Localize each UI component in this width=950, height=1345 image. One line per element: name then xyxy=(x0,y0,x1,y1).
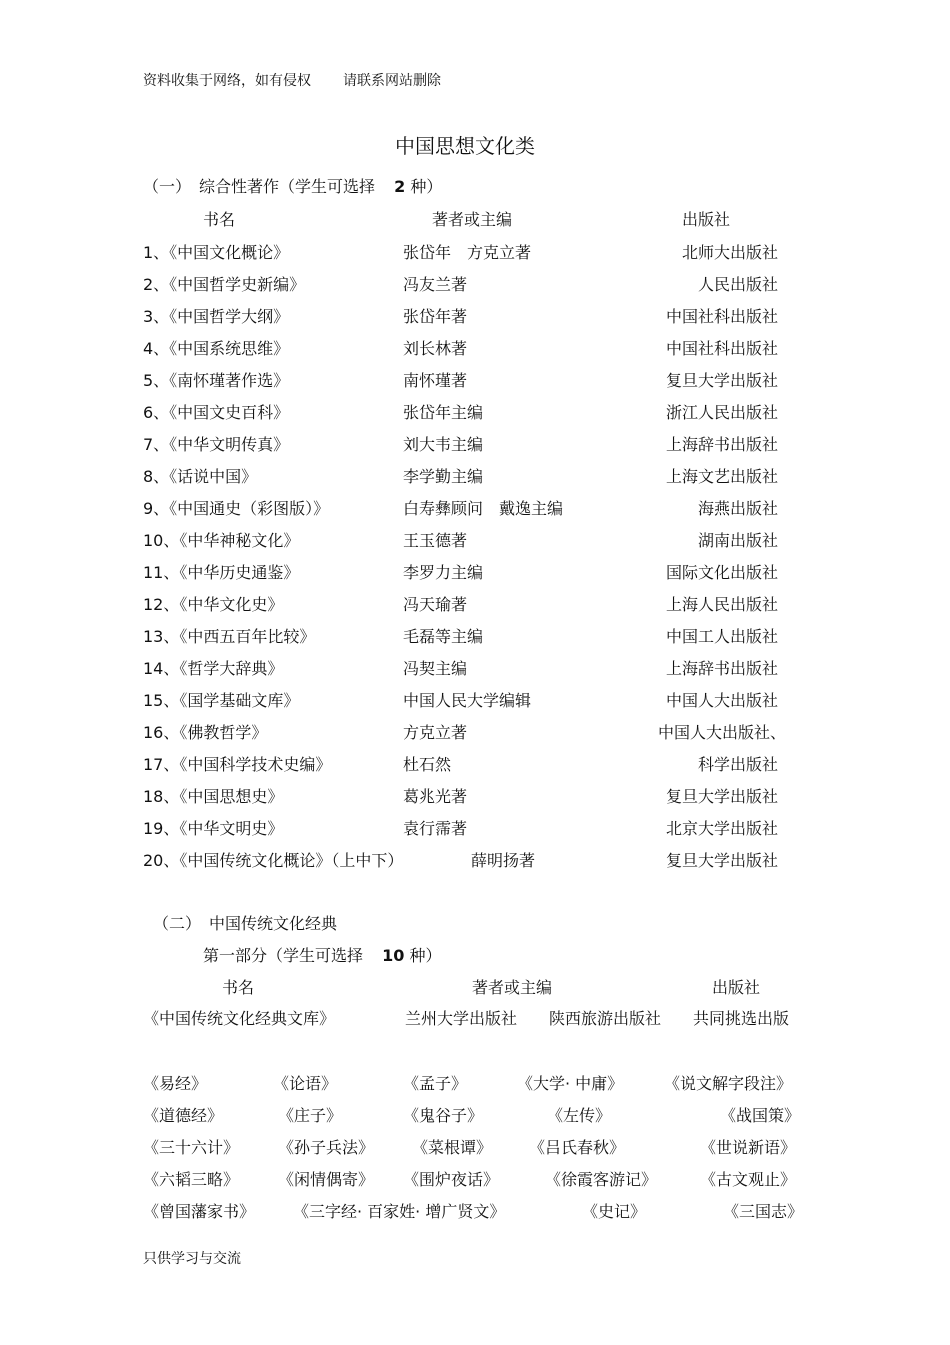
header-note-right: 请联系网站删除 xyxy=(343,73,441,89)
section1-heading-count: 2 xyxy=(394,177,406,196)
book-title: 8、《话说中国》 xyxy=(143,467,258,486)
classic-item: 《论语》 xyxy=(273,1074,338,1093)
classic-item: 《说文解字段注》 xyxy=(664,1074,793,1093)
book-publisher: 湖南出版社 xyxy=(697,531,778,550)
table-row xyxy=(0,656,950,680)
book-publisher: 北京大学出版社 xyxy=(665,819,778,838)
book-publisher: 中国社科出版社 xyxy=(665,307,778,326)
book-author: 袁行霈著 xyxy=(403,819,468,838)
book-title: 13、《中西五百年比较》 xyxy=(143,627,316,646)
book-title: 5、《南怀瑾著作选》 xyxy=(143,371,290,390)
book-author: 冯天瑜著 xyxy=(403,595,468,614)
table-row xyxy=(0,752,950,776)
section2-heading: （二） 中国传统文化经典 xyxy=(153,914,338,933)
classic-item: 《庄子》 xyxy=(278,1106,343,1125)
book-title: 19、《中华文明史》 xyxy=(143,819,284,838)
book-author: 张岱年著 xyxy=(403,307,468,326)
classic-item: 《世说新语》 xyxy=(700,1138,797,1157)
table-row xyxy=(0,400,950,424)
section2-part-heading xyxy=(203,943,441,966)
book-title: 16、《佛教哲学》 xyxy=(143,723,268,742)
book-publisher: 海燕出版社 xyxy=(697,499,778,518)
classic-item: 《大学· 中庸》 xyxy=(517,1074,624,1093)
table-row xyxy=(0,304,950,328)
classic-item: 《闲情偶寄》 xyxy=(278,1170,375,1189)
book-title: 18、《中国思想史》 xyxy=(143,787,284,806)
library-publisher-1: 兰州大学出版社 xyxy=(405,1009,518,1028)
table-row xyxy=(0,816,950,840)
classics-row xyxy=(0,1135,950,1159)
s2-col-header-author: 著者或主编 xyxy=(472,978,553,997)
book-author: 冯友兰著 xyxy=(403,275,468,294)
header-note-left: 资料收集于网络，如有侵权 xyxy=(143,73,311,89)
classic-item: 《孙子兵法》 xyxy=(278,1138,375,1157)
col-header-author: 著者或主编 xyxy=(432,210,513,229)
book-publisher: 科学出版社 xyxy=(697,755,778,774)
part-heading-count: 10 xyxy=(382,946,405,965)
col-header-publisher: 出版社 xyxy=(682,210,731,229)
classic-item: 《吕氏春秋》 xyxy=(529,1138,626,1157)
book-author: 冯契主编 xyxy=(403,659,468,678)
book-title: 4、《中国系统思维》 xyxy=(143,339,290,358)
classic-item: 《战国策》 xyxy=(720,1106,801,1125)
table-row xyxy=(0,496,950,520)
book-title: 11、《中华历史通鉴》 xyxy=(143,563,300,582)
book-author: 刘大韦主编 xyxy=(403,435,484,454)
book-author: 薛明扬著 xyxy=(471,851,536,870)
section1-heading-suffix: 种） xyxy=(410,177,443,196)
book-publisher: 上海辞书出版社 xyxy=(665,659,778,678)
book-author: 葛兆光著 xyxy=(403,787,468,806)
book-author: 杜石然 xyxy=(403,755,452,774)
classics-row xyxy=(0,1103,950,1127)
book-publisher: 上海辞书出版社 xyxy=(665,435,778,454)
classics-row xyxy=(0,1071,950,1095)
book-title: 1、《中国文化概论》 xyxy=(143,243,290,262)
book-title: 17、《中国科学技术史编》 xyxy=(143,755,332,774)
table-row xyxy=(0,592,950,616)
col-header-title: 书名 xyxy=(203,210,236,229)
book-publisher: 国际文化出版社 xyxy=(665,563,778,582)
classic-item: 《三国志》 xyxy=(723,1202,804,1221)
classic-item: 《菜根谭》 xyxy=(412,1138,493,1157)
classic-item: 《史记》 xyxy=(582,1202,647,1221)
book-author: 李罗力主编 xyxy=(403,563,484,582)
part-heading-prefix: 第一部分（学生可选择 xyxy=(203,946,364,965)
classic-item: 《鬼谷子》 xyxy=(403,1106,484,1125)
table-row xyxy=(0,560,950,584)
footer-note: 只供学习与交流 xyxy=(143,1251,241,1267)
classic-item: 《三字经· 百家姓· 增广贤文》 xyxy=(293,1202,506,1221)
library-title: 《中国传统文化经典文库》 xyxy=(143,1009,336,1028)
book-author: 毛磊等主编 xyxy=(403,627,484,646)
book-title: 2、《中国哲学史新编》 xyxy=(143,275,306,294)
header-note xyxy=(143,70,441,90)
book-author: 李学勤主编 xyxy=(403,467,484,486)
library-publisher-2: 陕西旅游出版社 xyxy=(549,1009,662,1028)
table-row xyxy=(0,368,950,392)
book-title: 6、《中国文史百科》 xyxy=(143,403,290,422)
book-publisher: 复旦大学出版社 xyxy=(665,371,778,390)
page-title: 中国思想文化类 xyxy=(395,134,535,158)
book-publisher: 中国社科出版社 xyxy=(665,339,778,358)
section1-heading-prefix: （一） 综合性著作（学生可选择 xyxy=(143,177,376,196)
book-publisher: 中国工人出版社 xyxy=(665,627,778,646)
table-row xyxy=(0,464,950,488)
book-title: 10、《中华神秘文化》 xyxy=(143,531,300,550)
book-author: 中国人民大学编辑 xyxy=(403,691,532,710)
classic-item: 《左传》 xyxy=(547,1106,612,1125)
book-author: 白寿彝顾问 戴逸主编 xyxy=(403,499,564,518)
book-author: 张岱年主编 xyxy=(403,403,484,422)
classic-item: 《孟子》 xyxy=(403,1074,468,1093)
classic-item: 《六韬三略》 xyxy=(143,1170,240,1189)
book-author: 方克立著 xyxy=(403,723,468,742)
book-title: 3、《中国哲学大纲》 xyxy=(143,307,290,326)
book-title: 9、《中国通史（彩图版）》 xyxy=(143,499,330,518)
table-row xyxy=(0,720,950,744)
table-row xyxy=(0,688,950,712)
book-title: 12、《中华文化史》 xyxy=(143,595,284,614)
classic-item: 《徐霞客游记》 xyxy=(545,1170,658,1189)
book-publisher: 复旦大学出版社 xyxy=(665,851,778,870)
table-row xyxy=(0,336,950,360)
classics-row xyxy=(0,1199,950,1223)
book-title: 15、《国学基础文库》 xyxy=(143,691,300,710)
classic-item: 《围炉夜话》 xyxy=(403,1170,500,1189)
book-publisher: 人民出版社 xyxy=(697,275,778,294)
s2-col-header-publisher: 出版社 xyxy=(712,978,761,997)
book-publisher: 中国人大出版社、 xyxy=(657,723,786,742)
table-row xyxy=(0,432,950,456)
table-row xyxy=(0,528,950,552)
book-author: 王玉德著 xyxy=(403,531,468,550)
book-publisher: 中国人大出版社 xyxy=(665,691,778,710)
book-author: 刘长林著 xyxy=(403,339,468,358)
table-row xyxy=(0,784,950,808)
section1-heading xyxy=(143,174,442,197)
book-publisher: 北师大出版社 xyxy=(681,243,778,262)
book-publisher: 上海文艺出版社 xyxy=(665,467,778,486)
book-title: 20、《中国传统文化概论》（上中下） xyxy=(143,851,404,870)
classics-row xyxy=(0,1167,950,1191)
table-row xyxy=(0,624,950,648)
classic-item: 《古文观止》 xyxy=(700,1170,797,1189)
s2-col-header-title: 书名 xyxy=(222,978,255,997)
book-author: 张岱年 方克立著 xyxy=(403,243,532,262)
table-row xyxy=(0,240,950,264)
book-title: 14、《哲学大辞典》 xyxy=(143,659,284,678)
table-row xyxy=(0,272,950,296)
classic-item: 《三十六计》 xyxy=(143,1138,240,1157)
classic-item: 《道德经》 xyxy=(143,1106,224,1125)
table-row xyxy=(0,848,950,872)
book-author: 南怀瑾著 xyxy=(403,371,468,390)
classic-item: 《易经》 xyxy=(143,1074,208,1093)
book-publisher: 上海人民出版社 xyxy=(665,595,778,614)
part-heading-suffix: 种） xyxy=(409,946,442,965)
library-note: 共同挑选出版 xyxy=(693,1009,790,1028)
book-title: 7、《中华文明传真》 xyxy=(143,435,290,454)
book-publisher: 浙江人民出版社 xyxy=(665,403,778,422)
classic-item: 《曾国藩家书》 xyxy=(143,1202,256,1221)
book-publisher: 复旦大学出版社 xyxy=(665,787,778,806)
